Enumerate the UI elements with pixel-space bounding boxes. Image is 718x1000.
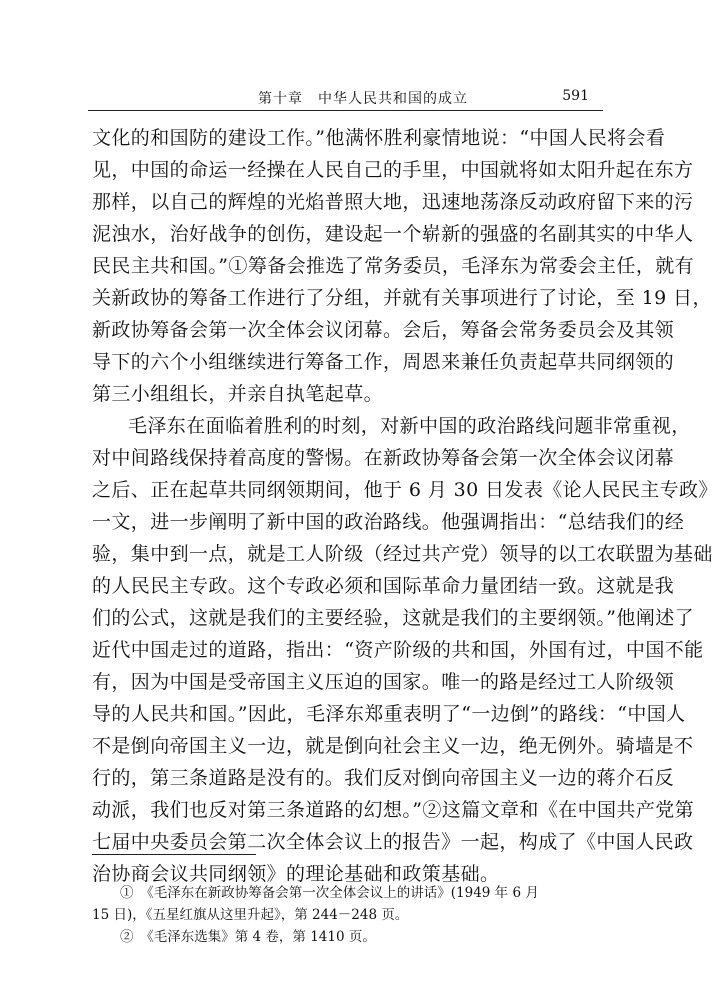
body-line: 们的公式，这就是我们的主要经验，这就是我们的主要纲领。”他阐述了 [92,607,695,629]
body-line: 动派，我们也反对第三条道路的幻想。”②这篇文章和《在中国共产党第 [92,799,695,821]
body-line: 七届中央委员会第二次全体会议上的报告》一起，构成了《中国人民政 [92,831,694,853]
page-number: 591 [562,88,589,104]
footnote-1: ① 《毛泽东在新政协筹备会第一次全体会议上的讲话》(1949 年 6 月 [120,885,539,901]
paragraph-first-line: 毛泽东在面临着胜利的时刻，对新中国的政治路线问题非常重视， [128,415,691,437]
body-line: 有，因为中国是受帝国主义压迫的国家。唯一的路是经过工人阶级领 [92,671,675,693]
body-line: 那样，以自己的辉煌的光焰普照大地，迅速地荡涤反动政府留下来的污 [92,191,694,213]
body-line: 对中间路线保持着高度的警惕。在新政协筹备会第一次全体会议闭幕 [92,447,675,469]
body-line: 新政协筹备会第一次全体会议闭幕。会后，筹备会常务委员会及其领 [92,319,675,341]
chapter-title: 第十章 中华人民共和国的成立 [258,91,468,107]
body-line: 见，中国的命运一经操在人民自己的手里，中国就将如太阳升起在东方 [92,159,694,181]
body-line: 行的，第三条道路是没有的。我们反对倒向帝国主义一边的蒋介石反 [92,767,675,789]
body-line: 文化的和国防的建设工作。”他满怀胜利豪情地说：“中国人民将会看 [92,127,666,149]
body-line: 不是倒向帝国主义一边，就是倒向社会主义一边，绝无例外。骑墙是不 [92,735,694,757]
body-line: 治协商会议共同纲领》的理论基础和政策基础。 [92,863,500,885]
body-line: 的人民民主专政。这个专政必须和国际革命力量团结一致。这就是我 [92,575,675,597]
body-line: 验，集中到一点，就是工人阶级（经过共产党）领导的以工农联盟为基础 [92,543,713,565]
body-line: 之后、正在起草共同纲领期间，他于 6 月 30 日发表《论人民民主专政》 [92,479,718,501]
body-line: 导下的六个小组继续进行筹备工作，周恩来兼任负责起草共同纲领的 [92,351,675,373]
running-header [88,86,603,111]
body-line: 导的人民共和国。”因此，毛泽东郑重表明了“一边倒”的路线：“中国人 [92,703,686,725]
footnote-rule [92,854,256,855]
body-line: 第三小组组长，并亲自执笔起草。 [92,383,384,405]
body-line: 泥浊水，治好战争的创伤，建设起一个崭新的强盛的名副其实的中华人 [92,223,694,245]
body-line: 近代中国走过的道路，指出：“资产阶级的共和国，外国有过，中国不能 [92,639,704,661]
body-line: 民民主共和国。”①筹备会推选了常务委员，毛泽东为常委会主任，就有 [92,255,695,277]
footnote-2: ② 《毛泽东选集》第 4 卷，第 1410 页。 [120,929,376,945]
body-line: 一文，进一步阐明了新中国的政治路线。他强调指出：“总结我们的经 [92,511,685,533]
body-line: 关新政协的筹备工作进行了分组，并就有关事项进行了讨论，至 19 日， [92,287,712,309]
footnote-1-continuation: 15 日)，《五星红旗从这里升起》，第 244－248 页。 [92,907,409,923]
